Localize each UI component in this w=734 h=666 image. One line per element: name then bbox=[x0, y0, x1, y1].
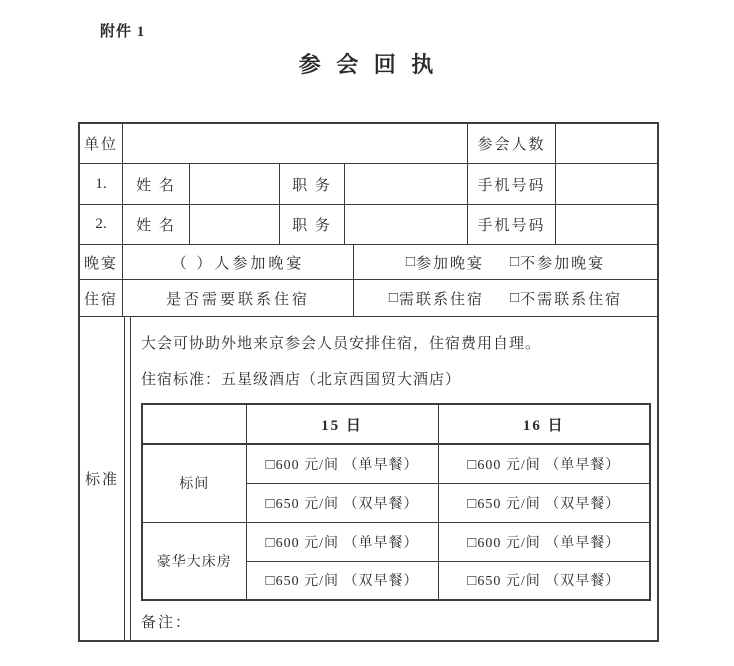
price-label: 650 元/间 （双早餐） bbox=[275, 496, 419, 512]
price-option[interactable] bbox=[246, 561, 438, 600]
standard-content bbox=[130, 317, 657, 640]
hotel-price-table bbox=[141, 403, 651, 601]
room-type-deluxe: 豪华大床房 bbox=[142, 522, 246, 600]
price-label: 650 元/间 （双早餐） bbox=[275, 574, 419, 590]
attendee-row-2 bbox=[80, 205, 657, 245]
price-option[interactable] bbox=[438, 444, 650, 483]
price-option[interactable] bbox=[246, 483, 438, 522]
lodging-need-label: 需联系住宿 bbox=[398, 291, 484, 308]
lodging-label: 住宿 bbox=[80, 280, 123, 316]
title-label: 职 务 bbox=[280, 205, 345, 244]
remark-label[interactable]: 备注： bbox=[141, 615, 193, 631]
unit-label: 单位 bbox=[80, 124, 123, 163]
dinner-not-attend-option[interactable] bbox=[510, 252, 605, 273]
price-label: 600 元/间 （单早餐） bbox=[275, 535, 419, 551]
unit-row bbox=[80, 124, 657, 164]
price-option[interactable] bbox=[438, 522, 650, 561]
attachment-label: 附件 1 bbox=[100, 24, 146, 40]
lodging-prompt: 是否需要联系住宿 bbox=[123, 280, 354, 316]
checkbox-icon[interactable]: □ bbox=[510, 253, 520, 270]
name-label: 姓 名 bbox=[123, 164, 190, 204]
page-title: 参 会 回 执 bbox=[298, 52, 439, 77]
standard-room-row-1 bbox=[142, 444, 650, 483]
name-label: 姓 名 bbox=[123, 205, 190, 244]
price-label: 600 元/间 （单早餐） bbox=[477, 535, 621, 551]
room-type-standard: 标间 bbox=[142, 444, 246, 522]
checkbox-icon[interactable]: □ bbox=[467, 534, 477, 551]
dinner-count-prompt[interactable]: （ ）人参加晚宴 bbox=[123, 245, 354, 279]
checkbox-icon[interactable]: □ bbox=[388, 289, 398, 306]
deluxe-room-row-1 bbox=[142, 522, 650, 561]
standard-row bbox=[80, 317, 657, 640]
lodging-need-option[interactable] bbox=[389, 288, 484, 309]
lodging-standard-text: 住宿标准：五星级酒店（北京西国贸大酒店） bbox=[141, 372, 462, 388]
checkbox-icon[interactable]: □ bbox=[265, 534, 275, 551]
date-16-header: 16 日 bbox=[438, 404, 650, 444]
dinner-options bbox=[354, 245, 657, 279]
hotel-header-row bbox=[142, 404, 650, 444]
room-type-header-blank bbox=[142, 404, 246, 444]
lodging-row bbox=[80, 280, 657, 317]
checkbox-icon[interactable]: □ bbox=[265, 495, 275, 512]
attendee-row-1 bbox=[80, 164, 657, 205]
price-label: 600 元/间 （单早餐） bbox=[275, 457, 419, 473]
title-label: 职 务 bbox=[280, 164, 345, 204]
dinner-row bbox=[80, 245, 657, 280]
checkbox-icon[interactable]: □ bbox=[467, 456, 477, 473]
checkbox-icon[interactable]: □ bbox=[510, 289, 520, 306]
lodging-options bbox=[354, 280, 657, 316]
checkbox-icon[interactable]: □ bbox=[467, 573, 477, 590]
title-field[interactable] bbox=[345, 164, 468, 204]
phone-field[interactable] bbox=[556, 205, 657, 244]
name-field[interactable] bbox=[190, 205, 280, 244]
title-field[interactable] bbox=[345, 205, 468, 244]
reply-form-table bbox=[78, 122, 659, 642]
lodging-help-text: 大会可协助外地来京参会人员安排住宿，住宿费用自理。 bbox=[141, 336, 542, 352]
price-option[interactable] bbox=[246, 522, 438, 561]
phone-label: 手机号码 bbox=[468, 205, 556, 244]
price-option[interactable] bbox=[438, 483, 650, 522]
lodging-no-need-option[interactable] bbox=[510, 288, 622, 309]
price-label: 650 元/间 （双早餐） bbox=[477, 574, 621, 590]
price-label: 650 元/间 （双早餐） bbox=[477, 496, 621, 512]
lodging-no-need-label: 不需联系住宿 bbox=[520, 291, 623, 308]
date-15-header: 15 日 bbox=[246, 404, 438, 444]
phone-label: 手机号码 bbox=[468, 164, 556, 204]
attendee-number: 2. bbox=[80, 205, 123, 244]
checkbox-icon[interactable]: □ bbox=[265, 456, 275, 473]
attendee-count-field[interactable] bbox=[556, 124, 657, 163]
checkbox-icon[interactable]: □ bbox=[405, 253, 415, 270]
name-field[interactable] bbox=[190, 164, 280, 204]
price-option[interactable] bbox=[438, 561, 650, 600]
checkbox-icon[interactable]: □ bbox=[265, 573, 275, 590]
standard-label: 标准 bbox=[80, 317, 125, 640]
dinner-attend-option[interactable] bbox=[406, 252, 484, 273]
dinner-not-attend-label: 不参加晚宴 bbox=[520, 255, 606, 272]
attendee-count-label: 参会人数 bbox=[468, 124, 556, 163]
attendee-number: 1. bbox=[80, 164, 123, 204]
unit-value-field[interactable] bbox=[123, 124, 468, 163]
price-label: 600 元/间 （单早餐） bbox=[477, 457, 621, 473]
phone-field[interactable] bbox=[556, 164, 657, 204]
checkbox-icon[interactable]: □ bbox=[467, 495, 477, 512]
dinner-attend-label: 参加晚宴 bbox=[415, 255, 484, 272]
price-option[interactable] bbox=[246, 444, 438, 483]
dinner-label: 晚宴 bbox=[80, 245, 123, 279]
